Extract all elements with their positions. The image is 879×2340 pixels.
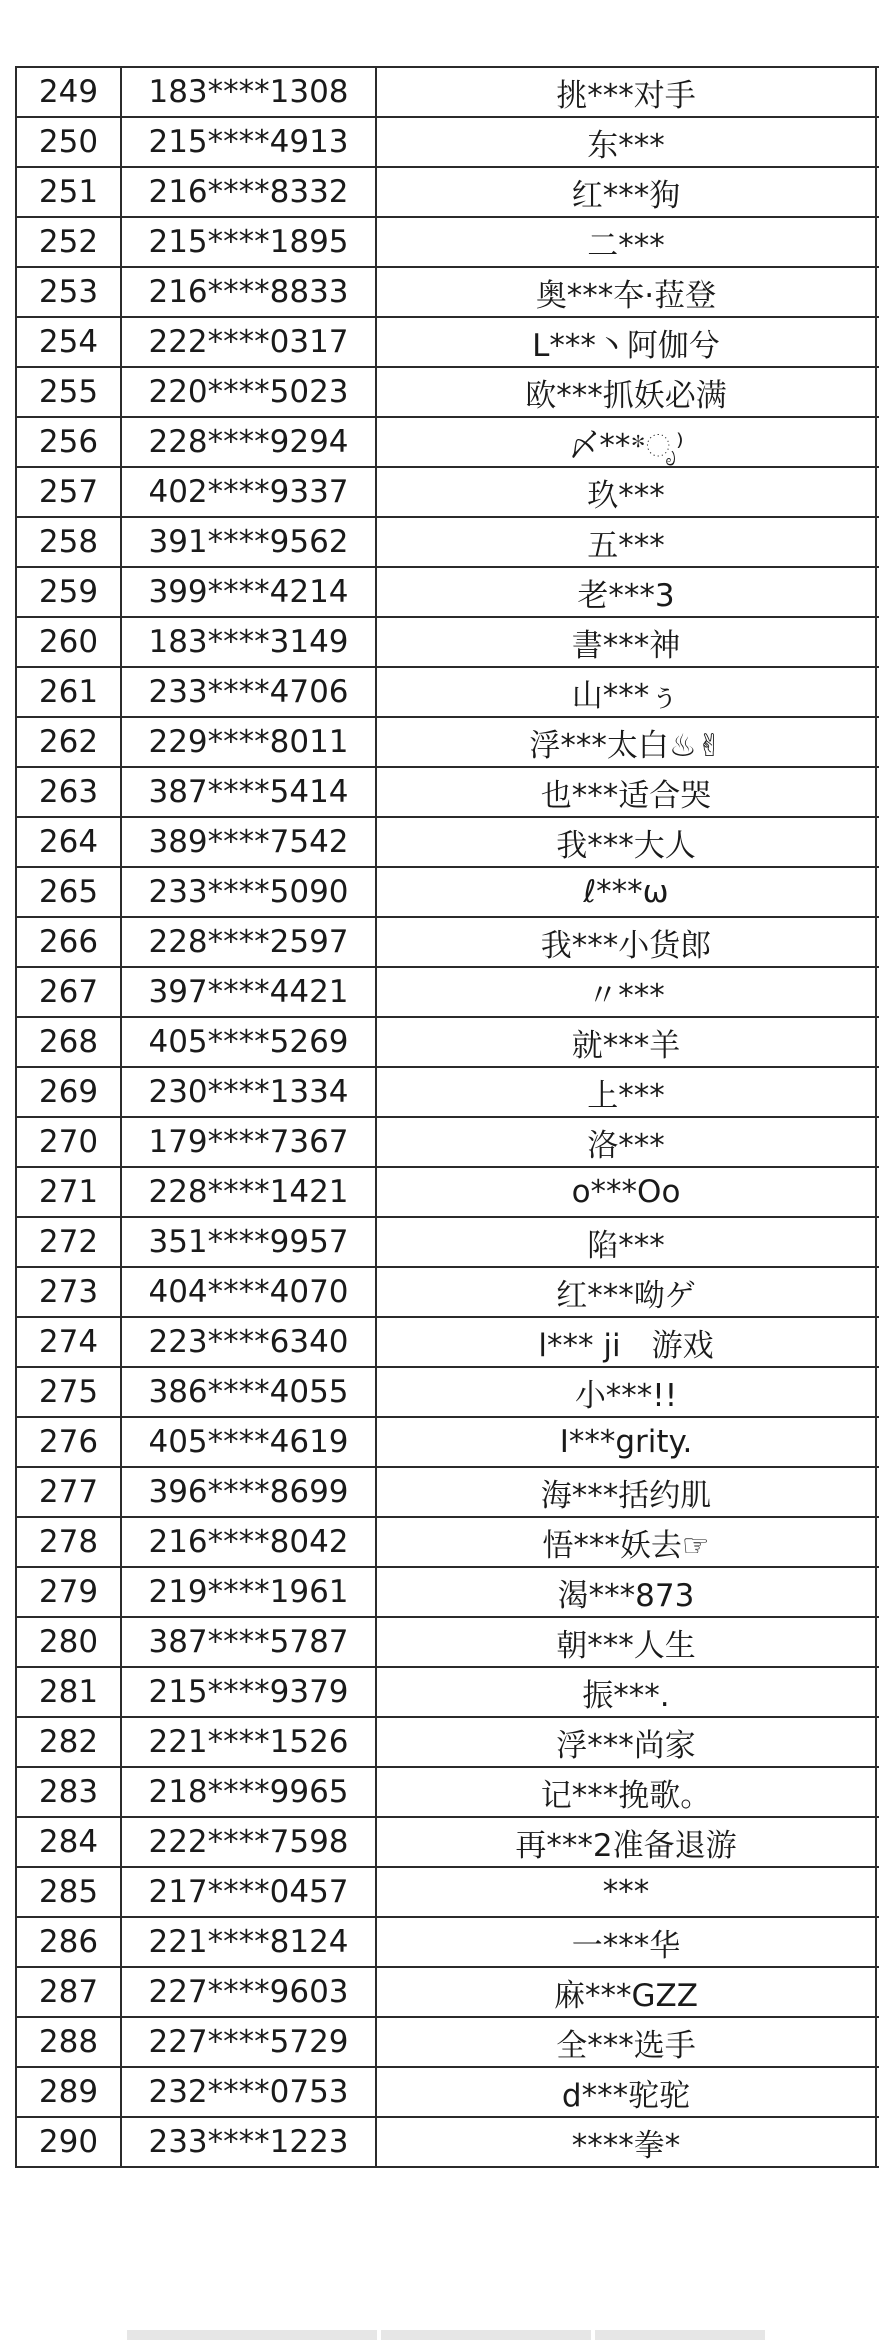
nickname-cell: 渴***873 <box>376 1567 876 1617</box>
user-id-cell: 230****1334 <box>121 1067 376 1117</box>
table-row <box>16 1317 879 1367</box>
rank-cell: 274 <box>16 1317 121 1367</box>
user-id-cell: 220****5023 <box>121 367 376 417</box>
table-row <box>16 967 879 1017</box>
nickname-cell: ****拳* <box>376 2117 876 2167</box>
rank-cell: 263 <box>16 767 121 817</box>
user-id-cell: 216****8042 <box>121 1517 376 1567</box>
table-row <box>16 1867 879 1917</box>
next-table-header-edge <box>127 2330 879 2340</box>
winners-table-container <box>15 66 879 2168</box>
table-row <box>16 467 879 517</box>
rank-cell: 255 <box>16 367 121 417</box>
rank-cell: 271 <box>16 1167 121 1217</box>
table-row <box>16 1267 879 1317</box>
nickname-cell: *** <box>376 1867 876 1917</box>
table-row <box>16 917 879 967</box>
winners-table-body <box>16 67 879 2167</box>
header-cell-edge <box>595 2330 765 2340</box>
nickname-cell: 挑***对手 <box>376 67 876 117</box>
nickname-cell: 全***选手 <box>376 2017 876 2067</box>
table-row <box>16 1517 879 1567</box>
user-id-cell: 228****2597 <box>121 917 376 967</box>
nickname-cell: 记***挽歌。 <box>376 1767 876 1817</box>
rank-cell: 261 <box>16 667 121 717</box>
nickname-cell: 二*** <box>376 217 876 267</box>
rank-cell: 270 <box>16 1117 121 1167</box>
nickname-cell: 陷*** <box>376 1217 876 1267</box>
rank-cell: 266 <box>16 917 121 967</box>
table-row <box>16 1017 879 1067</box>
nickname-cell: 玖*** <box>376 467 876 517</box>
table-row <box>16 1717 879 1767</box>
rank-cell: 265 <box>16 867 121 917</box>
table-row <box>16 1767 879 1817</box>
nickname-cell: 欧***抓妖必满 <box>376 367 876 417</box>
user-id-cell: 405****4619 <box>121 1417 376 1467</box>
table-row <box>16 1617 879 1667</box>
table-row <box>16 2067 879 2117</box>
table-row <box>16 1467 879 1517</box>
table-row <box>16 267 879 317</box>
nickname-cell: ℓ***ω <box>376 867 876 917</box>
rank-cell: 251 <box>16 167 121 217</box>
nickname-cell: 朝***人生 <box>376 1617 876 1667</box>
user-id-cell: 221****8124 <box>121 1917 376 1967</box>
table-row <box>16 1667 879 1717</box>
nickname-cell: 山***ぅ <box>376 667 876 717</box>
table-row <box>16 167 879 217</box>
table-row <box>16 1417 879 1467</box>
user-id-cell: 402****9337 <box>121 467 376 517</box>
rank-cell: 253 <box>16 267 121 317</box>
nickname-cell: 悟***妖去☞ <box>376 1517 876 1567</box>
nickname-cell: L***丶阿伽兮 <box>376 317 876 367</box>
nickname-cell: l*** ji 游戏 <box>376 1317 876 1367</box>
table-row <box>16 767 879 817</box>
table-row <box>16 717 879 767</box>
user-id-cell: 215****1895 <box>121 217 376 267</box>
rank-cell: 257 <box>16 467 121 517</box>
nickname-cell: 东*** <box>376 117 876 167</box>
user-id-cell: 216****8332 <box>121 167 376 217</box>
user-id-cell: 397****4421 <box>121 967 376 1017</box>
nickname-cell: 浮***尚家 <box>376 1717 876 1767</box>
table-row <box>16 1067 879 1117</box>
table-row <box>16 867 879 917</box>
rank-cell: 284 <box>16 1817 121 1867</box>
user-id-cell: 387****5414 <box>121 767 376 817</box>
nickname-cell: 上*** <box>376 1067 876 1117</box>
rank-cell: 252 <box>16 217 121 267</box>
rank-cell: 290 <box>16 2117 121 2167</box>
header-cell-edge <box>127 2330 377 2340</box>
user-id-cell: 222****7598 <box>121 1817 376 1867</box>
user-id-cell: 215****4913 <box>121 117 376 167</box>
user-id-cell: 183****3149 <box>121 617 376 667</box>
table-row <box>16 517 879 567</box>
rank-cell: 279 <box>16 1567 121 1617</box>
user-id-cell: 233****4706 <box>121 667 376 717</box>
user-id-cell: 387****5787 <box>121 1617 376 1667</box>
table-row <box>16 2117 879 2167</box>
rank-cell: 283 <box>16 1767 121 1817</box>
rank-cell: 272 <box>16 1217 121 1267</box>
table-row <box>16 217 879 267</box>
user-id-cell: 386****4055 <box>121 1367 376 1417</box>
rank-cell: 256 <box>16 417 121 467</box>
rank-cell: 277 <box>16 1467 121 1517</box>
rank-cell: 268 <box>16 1017 121 1067</box>
table-row <box>16 1817 879 1867</box>
rank-cell: 286 <box>16 1917 121 1967</box>
nickname-cell: I***grity. <box>376 1417 876 1467</box>
rank-cell: 285 <box>16 1867 121 1917</box>
nickname-cell: 小***!! <box>376 1367 876 1417</box>
user-id-cell: 179****7367 <box>121 1117 376 1167</box>
user-id-cell: 217****0457 <box>121 1867 376 1917</box>
rank-cell: 280 <box>16 1617 121 1667</box>
table-row <box>16 117 879 167</box>
rank-cell: 275 <box>16 1367 121 1417</box>
user-id-cell: 351****9957 <box>121 1217 376 1267</box>
table-row <box>16 617 879 667</box>
nickname-cell: 麻***GZZ <box>376 1967 876 2017</box>
table-row <box>16 1217 879 1267</box>
user-id-cell: 215****9379 <box>121 1667 376 1717</box>
nickname-cell: 一***华 <box>376 1917 876 1967</box>
rank-cell: 278 <box>16 1517 121 1567</box>
rank-cell: 281 <box>16 1667 121 1717</box>
rank-cell: 276 <box>16 1417 121 1467</box>
nickname-cell: 就***羊 <box>376 1017 876 1067</box>
user-id-cell: 219****1961 <box>121 1567 376 1617</box>
rank-cell: 273 <box>16 1267 121 1317</box>
nickname-cell: 振***. <box>376 1667 876 1717</box>
rank-cell: 262 <box>16 717 121 767</box>
rank-cell: 264 <box>16 817 121 867</box>
rank-cell: 250 <box>16 117 121 167</box>
user-id-cell: 222****0317 <box>121 317 376 367</box>
user-id-cell: 405****5269 <box>121 1017 376 1067</box>
table-row <box>16 317 879 367</box>
nickname-cell: 我***小货郎 <box>376 917 876 967</box>
table-row <box>16 1917 879 1967</box>
user-id-cell: 233****1223 <box>121 2117 376 2167</box>
nickname-cell: 浮***太白♨✌ <box>376 717 876 767</box>
user-id-cell: 216****8833 <box>121 267 376 317</box>
table-row <box>16 667 879 717</box>
nickname-cell: d***驼驼 <box>376 2067 876 2117</box>
nickname-cell: 五*** <box>376 517 876 567</box>
table-row <box>16 1967 879 2017</box>
user-id-cell: 396****8699 <box>121 1467 376 1517</box>
user-id-cell: 399****4214 <box>121 567 376 617</box>
nickname-cell: 红***呦ゲ <box>376 1267 876 1317</box>
user-id-cell: 229****8011 <box>121 717 376 767</box>
table-row <box>16 567 879 617</box>
rank-cell: 269 <box>16 1067 121 1117</box>
user-id-cell: 391****9562 <box>121 517 376 567</box>
nickname-cell: 海***括约肌 <box>376 1467 876 1517</box>
rank-cell: 289 <box>16 2067 121 2117</box>
nickname-cell: 奥***夲·菈登 <box>376 267 876 317</box>
rank-cell: 260 <box>16 617 121 667</box>
user-id-cell: 223****6340 <box>121 1317 376 1367</box>
rank-cell: 287 <box>16 1967 121 2017</box>
user-id-cell: 228****9294 <box>121 417 376 467</box>
table-row <box>16 1567 879 1617</box>
table-row <box>16 1367 879 1417</box>
rank-cell: 282 <box>16 1717 121 1767</box>
rank-cell: 258 <box>16 517 121 567</box>
user-id-cell: 183****1308 <box>121 67 376 117</box>
table-row <box>16 2017 879 2067</box>
rank-cell: 267 <box>16 967 121 1017</box>
table-row <box>16 1167 879 1217</box>
table-row <box>16 417 879 467</box>
user-id-cell: 221****1526 <box>121 1717 376 1767</box>
nickname-cell: 再***2准备退游 <box>376 1817 876 1867</box>
rank-cell: 254 <box>16 317 121 367</box>
rank-cell: 249 <box>16 67 121 117</box>
table-row <box>16 1117 879 1167</box>
nickname-cell: 红***狗 <box>376 167 876 217</box>
table-row <box>16 367 879 417</box>
user-id-cell: 233****5090 <box>121 867 376 917</box>
rank-cell: 288 <box>16 2017 121 2067</box>
nickname-cell: 〆***ೃ⁾ <box>376 417 876 467</box>
user-id-cell: 389****7542 <box>121 817 376 867</box>
winners-table <box>15 66 879 2168</box>
user-id-cell: 232****0753 <box>121 2067 376 2117</box>
nickname-cell: o***Oo <box>376 1167 876 1217</box>
user-id-cell: 227****9603 <box>121 1967 376 2017</box>
nickname-cell: 〃*** <box>376 967 876 1017</box>
header-cell-edge <box>381 2330 591 2340</box>
user-id-cell: 227****5729 <box>121 2017 376 2067</box>
nickname-cell: 洛*** <box>376 1117 876 1167</box>
table-row <box>16 67 879 117</box>
nickname-cell: 老***3 <box>376 567 876 617</box>
table-row <box>16 817 879 867</box>
rank-cell: 259 <box>16 567 121 617</box>
nickname-cell: 也***适合哭 <box>376 767 876 817</box>
user-id-cell: 228****1421 <box>121 1167 376 1217</box>
user-id-cell: 218****9965 <box>121 1767 376 1817</box>
user-id-cell: 404****4070 <box>121 1267 376 1317</box>
nickname-cell: 我***大人 <box>376 817 876 867</box>
nickname-cell: 書***神 <box>376 617 876 667</box>
